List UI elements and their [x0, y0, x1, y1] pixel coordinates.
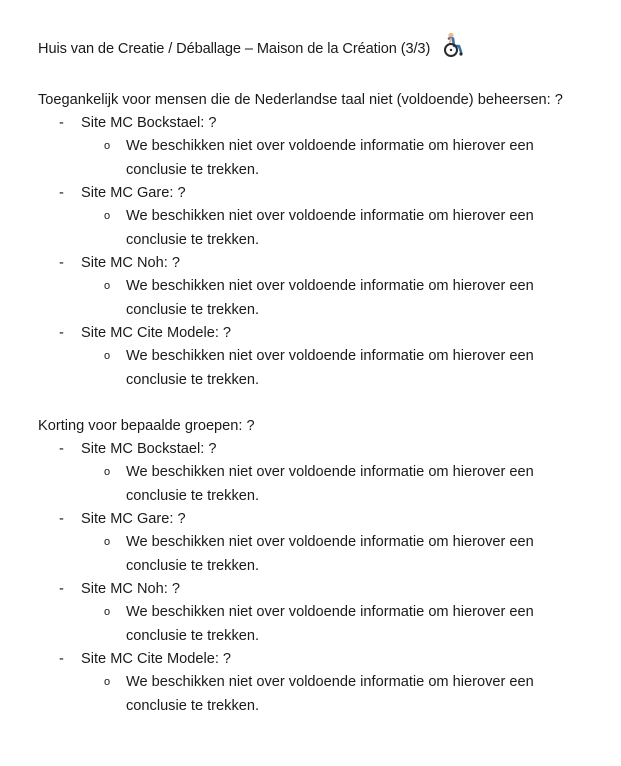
- info-item: [104, 601, 564, 648]
- info-text: We beschikken niet over voldoende informatie om hierover een conclusie te trekken.: [126, 674, 534, 714]
- info-item: [104, 531, 564, 578]
- bullet-icon: o: [104, 466, 111, 478]
- info-item: [104, 671, 564, 718]
- site-label: Site MC Gare: ?: [81, 511, 186, 527]
- bullet-icon: o: [104, 606, 111, 618]
- bullet-icon: o: [104, 676, 111, 688]
- site-label: Site MC Cite Modele: ?: [81, 651, 232, 667]
- info-text: We beschikken niet over voldoende informatie om hierover een conclusie te trekken.: [126, 534, 534, 574]
- info-text: We beschikken niet over voldoende informatie om hierover een conclusie te trekken.: [126, 278, 534, 318]
- info-text: We beschikken niet over voldoende informatie om hierover een conclusie te trekken.: [126, 348, 534, 388]
- info-text: We beschikken niet over voldoende informatie om hierover een conclusie te trekken.: [126, 604, 534, 644]
- site-item: - Site MC Bockstael: ?: [59, 441, 217, 457]
- info-item: [104, 275, 564, 322]
- bullet-icon: o: [104, 536, 111, 548]
- section-heading: Korting voor bepaalde groepen: ?: [38, 418, 255, 434]
- site-label: Site MC Noh: ?: [81, 581, 180, 597]
- site-item: - Site MC Noh: ?: [59, 255, 180, 271]
- site-label: Site MC Bockstael: ?: [81, 441, 217, 457]
- info-text: We beschikken niet over voldoende informatie om hierover een conclusie te trekken.: [126, 464, 534, 504]
- bullet-icon: o: [104, 350, 111, 362]
- info-item: [104, 205, 564, 252]
- site-item: - Site MC Cite Modele: ?: [59, 651, 232, 667]
- section-heading: Toegankelijk voor mensen die de Nederlandse taal niet (voldoende) beheersen: ?: [38, 92, 563, 108]
- site-label: Site MC Noh: ?: [81, 255, 180, 271]
- info-item: [104, 345, 564, 392]
- document-title: Huis van de Creatie / Déballage – Maison de la Création (3/3): [38, 41, 431, 57]
- site-label: Site MC Gare: ?: [81, 185, 186, 201]
- bullet-icon: o: [104, 280, 111, 292]
- site-item: - Site MC Gare: ?: [59, 511, 186, 527]
- site-item: - Site MC Gare: ?: [59, 185, 186, 201]
- info-item: [104, 135, 564, 182]
- info-item: [104, 461, 564, 508]
- bullet-icon: o: [104, 140, 111, 152]
- info-text: We beschikken niet over voldoende informatie om hierover een conclusie te trekken.: [126, 208, 534, 248]
- site-label: Site MC Cite Modele: ?: [81, 325, 232, 341]
- info-text: We beschikken niet over voldoende informatie om hierover een conclusie te trekken.: [126, 138, 534, 178]
- site-item: - Site MC Noh: ?: [59, 581, 180, 597]
- site-label: Site MC Bockstael: ?: [81, 115, 217, 131]
- title-row: [38, 36, 466, 62]
- wheelchair-icon: [440, 32, 466, 58]
- bullet-icon: o: [104, 210, 111, 222]
- site-item: - Site MC Bockstael: ?: [59, 115, 217, 131]
- site-item: - Site MC Cite Modele: ?: [59, 325, 232, 341]
